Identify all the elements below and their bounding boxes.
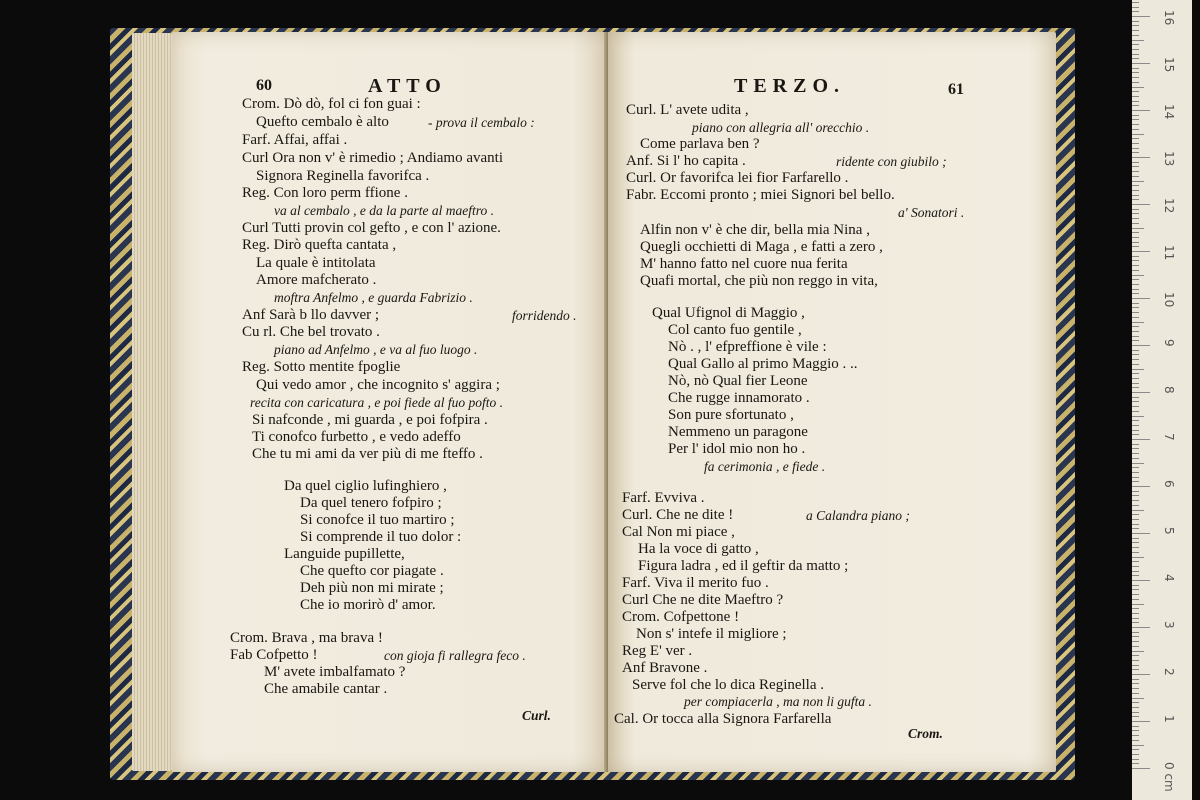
- right-page: [608, 32, 1056, 772]
- text-line: Curl Tutti provin col gefto , e con l' azione.: [242, 220, 501, 236]
- stage-direction: va al cembalo , e da la parte al maeftro .: [274, 203, 494, 218]
- stage-direction: con gioja fi rallegra feco .: [384, 648, 526, 663]
- ruler-tick: [1132, 674, 1150, 675]
- ruler-tick: [1132, 477, 1139, 478]
- ruler-tick: [1132, 129, 1139, 130]
- stage-direction: recita con caricatura , e poi fiede al fuo pofto .: [250, 395, 503, 410]
- ruler-tick: [1132, 275, 1144, 276]
- ruler-tick: [1132, 524, 1139, 525]
- ruler-tick: [1132, 453, 1139, 454]
- running-header: TERZO.: [734, 75, 846, 97]
- ruler-tick: [1132, 21, 1139, 22]
- ruler-tick: [1132, 599, 1139, 600]
- ruler-tick: [1132, 589, 1139, 590]
- text-line: Fab Cofpetto !: [230, 647, 318, 663]
- ruler-tick: [1132, 467, 1139, 468]
- ruler-tick: [1132, 223, 1139, 224]
- ruler-tick: [1132, 7, 1139, 8]
- verse-line: Deh più non mi mirate ;: [300, 580, 444, 596]
- ruler-tick: [1132, 660, 1139, 661]
- text-line: Curl. Che ne dite !: [622, 507, 734, 523]
- ruler-label: 2: [1162, 668, 1176, 676]
- ruler-tick: [1132, 181, 1144, 182]
- ruler-tick: [1132, 162, 1139, 163]
- text-line: Crom. Dò dò, fol ci fon guai :: [242, 96, 421, 112]
- ruler-tick: [1132, 646, 1139, 647]
- ruler-tick: [1132, 641, 1139, 642]
- measuring-ruler: [1132, 0, 1192, 800]
- ruler-tick: [1132, 364, 1139, 365]
- ruler-tick: [1132, 622, 1139, 623]
- verse-line: Languide pupillette,: [284, 546, 405, 562]
- ruler-tick: [1132, 35, 1139, 36]
- left-page: [172, 32, 608, 772]
- ruler-tick: [1132, 331, 1139, 332]
- ruler-tick: [1132, 500, 1139, 501]
- text-line: La quale è intitolata: [256, 255, 376, 271]
- ruler-tick: [1132, 359, 1139, 360]
- ruler-tick: [1132, 82, 1139, 83]
- verse-line: Nò, nò Qual fier Leone: [668, 373, 808, 389]
- ruler-tick: [1132, 326, 1139, 327]
- ruler-tick: [1132, 745, 1144, 746]
- ruler-tick: [1132, 698, 1144, 699]
- ruler-label: 5: [1162, 527, 1176, 535]
- ruler-tick: [1132, 401, 1139, 402]
- ruler-tick: [1132, 16, 1150, 17]
- ruler-tick: [1132, 613, 1139, 614]
- ruler-tick: [1132, 481, 1139, 482]
- text-line: Come parlava ben ?: [640, 136, 760, 152]
- ruler-tick: [1132, 350, 1139, 351]
- ruler-tick: [1132, 434, 1139, 435]
- ruler-label: 7: [1162, 433, 1176, 441]
- ruler-label: 1: [1162, 715, 1176, 723]
- ruler-tick: [1132, 195, 1139, 196]
- ruler-tick: [1132, 702, 1139, 703]
- ruler-tick: [1132, 303, 1139, 304]
- ruler-tick: [1132, 472, 1139, 473]
- ruler-tick: [1132, 228, 1144, 229]
- ruler-tick: [1132, 651, 1144, 652]
- ruler-tick: [1132, 486, 1150, 487]
- ruler-tick: [1132, 354, 1139, 355]
- text-line: Ha la voce di gatto ,: [638, 541, 759, 557]
- text-line: Figura ladra , ed il geftir da matto ;: [638, 558, 849, 574]
- catchword: Curl.: [522, 708, 551, 723]
- ruler-tick: [1132, 688, 1139, 689]
- ruler-tick: [1132, 716, 1139, 717]
- ruler-tick: [1132, 557, 1144, 558]
- ruler-tick: [1132, 552, 1139, 553]
- ruler-tick: [1132, 759, 1139, 760]
- ruler-tick: [1132, 91, 1139, 92]
- ruler-tick: [1132, 533, 1150, 534]
- ruler-tick: [1132, 397, 1139, 398]
- ruler-tick: [1132, 63, 1150, 64]
- verse-line: Nemmeno un paragone: [668, 424, 808, 440]
- text-line: Signora Reginella favorifca .: [256, 168, 430, 184]
- text-line: Reg. Con loro perm ffione .: [242, 185, 408, 201]
- text-line: Curl. Or favorifca lei fior Farfarello .: [626, 170, 849, 186]
- stage-direction: per compiacerla , ma non li gufta .: [684, 694, 872, 709]
- ruler-tick: [1132, 510, 1144, 511]
- text-line: Non s' intefe il migliore ;: [636, 626, 787, 642]
- running-header: ATTO: [368, 75, 447, 97]
- text-line: Quefto cembalo è alto: [256, 114, 389, 130]
- ruler-tick: [1132, 246, 1139, 247]
- ruler-tick: [1132, 25, 1139, 26]
- verse-line: Che rugge innamorato .: [668, 390, 810, 406]
- ruler-tick: [1132, 289, 1139, 290]
- text-line: Anf. Si l' ho capita .: [626, 153, 746, 169]
- ruler-tick: [1132, 604, 1144, 605]
- ruler-tick: [1132, 721, 1150, 722]
- ruler-tick: [1132, 448, 1139, 449]
- ruler-tick: [1132, 204, 1150, 205]
- ruler-tick: [1132, 279, 1139, 280]
- verse-line: Si comprende il tuo dolor :: [300, 529, 462, 545]
- text-line: Cu rl. Che bel trovato .: [242, 324, 380, 340]
- ruler-tick: [1132, 284, 1139, 285]
- ruler-tick: [1132, 387, 1139, 388]
- ruler-tick: [1132, 463, 1144, 464]
- ruler-tick: [1132, 322, 1144, 323]
- ruler-tick: [1132, 763, 1139, 764]
- ruler-tick: [1132, 444, 1139, 445]
- text-line: Che amabile cantar .: [264, 681, 388, 697]
- page-number: 60: [256, 77, 272, 94]
- text-line: Anf Sarà b llo davver ;: [242, 307, 380, 323]
- text-line: Quegli occhietti di Maga , e fatti a zero ,: [640, 239, 883, 255]
- stage-direction: a' Sonatori .: [898, 205, 965, 220]
- verse-line: Son pure sfortunato ,: [668, 407, 794, 423]
- ruler-tick: [1132, 298, 1150, 299]
- text-line: Farf. Viva il merito fuo .: [622, 575, 769, 591]
- ruler-label: 15: [1162, 57, 1176, 73]
- ruler-tick: [1132, 392, 1150, 393]
- ruler-tick: [1132, 585, 1139, 586]
- text-line: Fabr. Eccomi pronto ; miei Signori bel bello.: [626, 187, 895, 203]
- text-line: M' avete imbalfamato ?: [264, 664, 406, 680]
- text-line: Reg. Sotto mentite fpoglie: [242, 359, 401, 375]
- stage-direction: fa cerimonia , e fiede .: [704, 459, 826, 474]
- stage-direction: forridendo .: [512, 308, 577, 323]
- text-line: Cal Non mi piace ,: [622, 524, 735, 540]
- ruler-tick: [1132, 571, 1139, 572]
- text-line: Curl Che ne dite Maeftro ?: [622, 592, 784, 608]
- ruler-tick: [1132, 594, 1139, 595]
- ruler-tick: [1132, 505, 1139, 506]
- stage-direction: ridente con giubilo ;: [836, 154, 947, 169]
- ruler-tick: [1132, 87, 1144, 88]
- ruler-tick: [1132, 138, 1139, 139]
- ruler-tick: [1132, 491, 1139, 492]
- ruler-label: 11: [1162, 245, 1176, 261]
- ruler-tick: [1132, 124, 1139, 125]
- ruler-tick: [1132, 411, 1139, 412]
- ruler-tick: [1132, 30, 1139, 31]
- ruler-tick: [1132, 148, 1139, 149]
- ruler-tick: [1132, 707, 1139, 708]
- ruler-tick: [1132, 312, 1139, 313]
- verse-line: Che quefto cor piagate .: [300, 563, 444, 579]
- ruler-tick: [1132, 77, 1139, 78]
- ruler-tick: [1132, 54, 1139, 55]
- ruler-label: 10: [1162, 292, 1176, 308]
- ruler-tick: [1132, 538, 1139, 539]
- ruler-tick: [1132, 373, 1139, 374]
- ruler-tick: [1132, 636, 1139, 637]
- ruler-tick: [1132, 256, 1139, 257]
- ruler-tick: [1132, 44, 1139, 45]
- ruler-tick: [1132, 237, 1139, 238]
- ruler-tick: [1132, 406, 1139, 407]
- ruler-tick: [1132, 317, 1139, 318]
- ruler-tick: [1132, 514, 1139, 515]
- text-line: Reg E' ver .: [622, 643, 693, 659]
- text-line: Anf Bravone .: [622, 660, 708, 676]
- ruler-tick: [1132, 96, 1139, 97]
- text-line: Curl. L' avete udita ,: [626, 102, 749, 118]
- ruler-tick: [1132, 307, 1139, 308]
- text-line: Si nafconde , mi guarda , e poi fofpira .: [252, 412, 488, 428]
- ruler-tick: [1132, 209, 1139, 210]
- ruler-tick: [1132, 712, 1139, 713]
- ruler-tick: [1132, 726, 1139, 727]
- verse-line: Nò . , l' efpreffione è vile :: [668, 339, 827, 355]
- ruler-tick: [1132, 49, 1139, 50]
- ruler-tick: [1132, 632, 1139, 633]
- text-line: Farf. Evviva .: [622, 490, 705, 506]
- ruler-label: 6: [1162, 480, 1176, 488]
- stage-direction: moftra Anfelmo , e guarda Fabrizio .: [274, 290, 473, 305]
- ruler-tick: [1132, 340, 1139, 341]
- ruler-tick: [1132, 754, 1139, 755]
- verse-line: Qual Gallo al primo Maggio . ..: [668, 356, 858, 372]
- ruler-tick: [1132, 542, 1139, 543]
- ruler-tick: [1132, 575, 1139, 576]
- ruler-tick: [1132, 110, 1150, 111]
- ruler-tick: [1132, 185, 1139, 186]
- ruler-tick: [1132, 345, 1150, 346]
- ruler-label: 3: [1162, 621, 1176, 629]
- ruler-tick: [1132, 495, 1139, 496]
- ruler-tick: [1132, 190, 1139, 191]
- ruler-label: 14: [1162, 104, 1176, 120]
- ruler-tick: [1132, 608, 1139, 609]
- ruler-tick: [1132, 270, 1139, 271]
- ruler-tick: [1132, 58, 1139, 59]
- ruler-label: 12: [1162, 198, 1176, 214]
- ruler-tick: [1132, 679, 1139, 680]
- ruler-tick: [1132, 740, 1139, 741]
- text-line: Alfin non v' è che dir, bella mia Nina ,: [640, 222, 870, 238]
- ruler-tick: [1132, 768, 1150, 769]
- ruler-tick: [1132, 519, 1139, 520]
- ruler-tick: [1132, 439, 1150, 440]
- ruler-tick: [1132, 152, 1139, 153]
- ruler-tick: [1132, 369, 1144, 370]
- verse-line: Da quel ciglio lufinghiero ,: [284, 478, 447, 494]
- ruler-tick: [1132, 458, 1139, 459]
- ruler-tick: [1132, 213, 1139, 214]
- text-line: Qui vedo amor , che incognito s' aggira ;: [256, 377, 500, 393]
- verse-line: Che io morirò d' amor.: [300, 597, 436, 613]
- ruler-tick: [1132, 2, 1139, 3]
- ruler-tick: [1132, 547, 1139, 548]
- ruler-tick: [1132, 566, 1139, 567]
- ruler-label: 4: [1162, 574, 1176, 582]
- text-line: Farf. Affai, affai .: [242, 132, 348, 148]
- text-line: Serve fol che lo dica Reginella .: [632, 677, 825, 693]
- ruler-tick: [1132, 693, 1139, 694]
- text-line: Crom. Brava , ma brava !: [230, 630, 383, 646]
- ruler-tick: [1132, 171, 1139, 172]
- verse-line: Qual Ufignol di Maggio ,: [652, 305, 805, 321]
- verse-line: Col canto fuo gentile ,: [668, 322, 802, 338]
- ruler-tick: [1132, 735, 1139, 736]
- ruler-tick: [1132, 655, 1139, 656]
- ruler-tick: [1132, 293, 1139, 294]
- ruler-tick: [1132, 176, 1139, 177]
- stage-direction: piano ad Anfelmo , e va al fuo luogo .: [274, 342, 478, 357]
- stage-direction: a Calandra piano ;: [806, 508, 910, 523]
- ruler-label: 0 cm: [1162, 762, 1176, 792]
- ruler-tick: [1132, 166, 1139, 167]
- ruler-tick: [1132, 430, 1139, 431]
- ruler-label: 9: [1162, 339, 1176, 347]
- ruler-tick: [1132, 336, 1139, 337]
- text-line: M' hanno fatto nel cuore nua ferita: [640, 256, 848, 272]
- ruler-tick: [1132, 669, 1139, 670]
- ruler-tick: [1132, 383, 1139, 384]
- text-line: Reg. Dirò quefta cantata ,: [242, 237, 397, 253]
- ruler-tick: [1132, 683, 1139, 684]
- ruler-tick: [1132, 40, 1144, 41]
- ruler-tick: [1132, 420, 1139, 421]
- catchword: Crom.: [908, 726, 943, 741]
- ruler-tick: [1132, 580, 1150, 581]
- ruler-tick: [1132, 101, 1139, 102]
- ruler-tick: [1132, 134, 1144, 135]
- verse-line: Si conofce il tuo martiro ;: [300, 512, 455, 528]
- ruler-tick: [1132, 11, 1139, 12]
- text-line: Ti conofco furbetto , e vedo adeffo: [252, 429, 461, 445]
- page-number: 61: [948, 81, 964, 98]
- ruler-tick: [1132, 72, 1139, 73]
- ruler-tick: [1132, 68, 1139, 69]
- ruler-tick: [1132, 242, 1139, 243]
- text-line: Quafi mortal, che più non reggo in vita,: [640, 273, 878, 289]
- text-line: Crom. Cofpettone !: [622, 609, 740, 625]
- ruler-tick: [1132, 218, 1139, 219]
- text-line: Curl Ora non v' è rimedio ; Andiamo avanti: [242, 150, 503, 166]
- ruler-tick: [1132, 416, 1144, 417]
- ruler-label: 16: [1162, 10, 1176, 26]
- verse-line: Per l' idol mio non ho .: [668, 441, 806, 457]
- ruler-label: 13: [1162, 151, 1176, 167]
- page-edges: [132, 33, 172, 771]
- ruler-tick: [1132, 119, 1139, 120]
- ruler-tick: [1132, 115, 1139, 116]
- text-line: Che tu mi ami da ver più di me fteffo .: [252, 446, 483, 462]
- ruler-tick: [1132, 260, 1139, 261]
- ruler-tick: [1132, 265, 1139, 266]
- ruler-tick: [1132, 618, 1139, 619]
- ruler-tick: [1132, 378, 1139, 379]
- ruler-tick: [1132, 199, 1139, 200]
- stage-direction: piano con allegria all' orecchio .: [692, 120, 870, 135]
- ruler-tick: [1132, 627, 1150, 628]
- ruler-tick: [1132, 425, 1139, 426]
- ruler-tick: [1132, 143, 1139, 144]
- ruler-tick: [1132, 528, 1139, 529]
- ruler-tick: [1132, 105, 1139, 106]
- ruler-tick: [1132, 561, 1139, 562]
- ruler-tick: [1132, 665, 1139, 666]
- verse-line: Da quel tenero fofpiro ;: [300, 495, 442, 511]
- ruler-tick: [1132, 730, 1139, 731]
- ruler-tick: [1132, 232, 1139, 233]
- ruler-tick: [1132, 749, 1139, 750]
- stage-direction: - prova il cembalo :: [428, 115, 535, 130]
- ruler-label: 8: [1162, 386, 1176, 394]
- ruler-tick: [1132, 251, 1150, 252]
- text-line: Cal. Or tocca alla Signora Farfarella: [614, 711, 832, 727]
- ruler-tick: [1132, 157, 1150, 158]
- text-line: Amore mafcherato .: [256, 272, 377, 288]
